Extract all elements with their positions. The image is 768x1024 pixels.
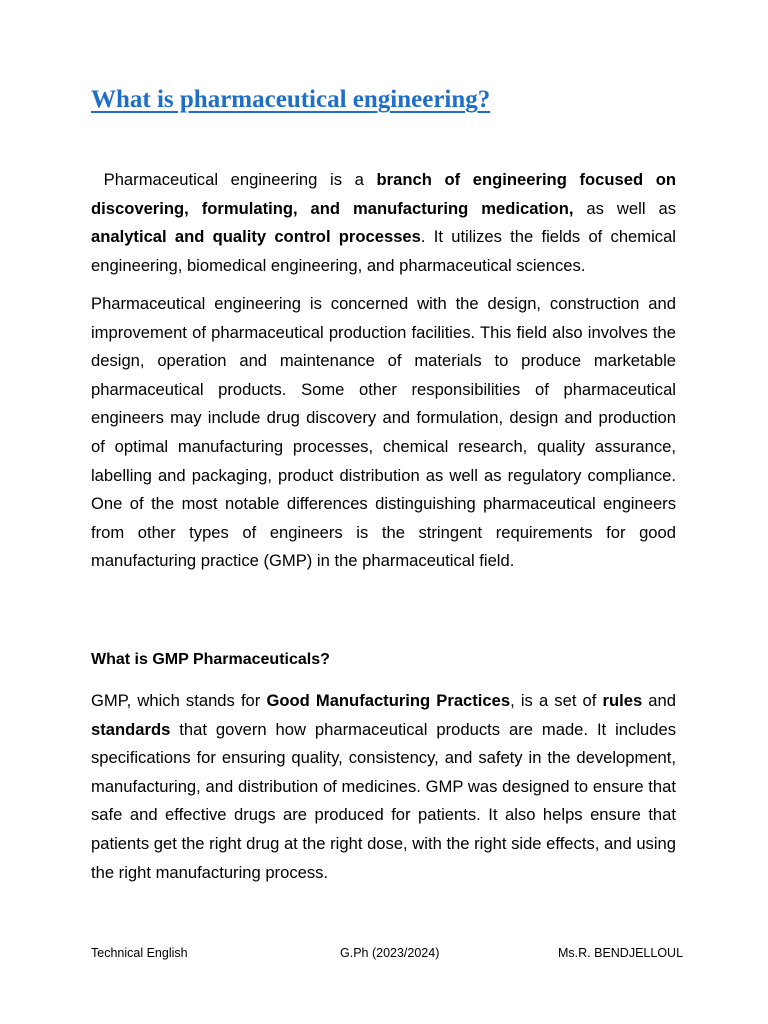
body-paragraph: Pharmaceutical engineering is concerned with the design, construction and improvement of pharmaceutical production facilities. This field also involves the design, operation and maintenance of materials to produce marketable pharmaceutical products. Some other responsibilities of pharmaceutical engineers may include drug discovery and formulation, design and production of optimal manufacturing processes, chemical research, quality assurance, labelling and packaging, product distribution as well as regulatory compliance. One of the most notable differences distinguishing pharmaceutical engineers from other types of engineers is the stringent requirements for good manufacturing practice (GMP) in the pharmaceutical field.	[91, 294, 676, 571]
gmp-tail-text: that govern how pharmaceutical products are made. It includes specifications for ensuring quality, consistency, and safety in the development, manufacturing, and distribution of medicines. GMP was designed to ensure that safe and effective drugs are produced for patients. It also helps ensure that patients get the right drug at the right dose, with the right side effects, and using the right manufacturing process.	[91, 719, 676, 882]
gmp-bold-standards: standards	[91, 719, 171, 739]
intro-bold-processes: analytical and quality control processes	[91, 227, 421, 247]
gmp-bold-term: Good Manufacturing Practices	[266, 691, 511, 710]
gmp-lead-text: GMP, which stands for	[91, 691, 267, 710]
intro-bold-definition: branch of engineering focused on discovering, formulating, and manufacturing medication,	[91, 170, 676, 218]
intro-tail-text: . It utilizes the fields of chemical engineering, biomedical engineering, and pharmaceutical sciences.	[91, 227, 676, 275]
footer-author: Ms.R. BENDJELLOUL	[558, 946, 684, 960]
gmp-paragraph	[91, 687, 676, 887]
footer-class-year: G.Ph (2023/2024)	[340, 946, 440, 960]
gmp-mid-text: , is a set of	[510, 691, 603, 710]
intro-lead-text: Pharmaceutical engineering is a	[91, 170, 377, 189]
section-heading-gmp: What is GMP Pharmaceuticals?	[91, 651, 330, 668]
gmp-bold-rules: rules	[602, 691, 643, 710]
footer-course: Technical English	[91, 946, 188, 960]
intro-paragraph	[91, 166, 676, 280]
intro-mid-text: as well as	[573, 198, 676, 218]
page-title: What is pharmaceutical engineering?	[91, 86, 491, 113]
gmp-and-text: and	[642, 691, 676, 710]
